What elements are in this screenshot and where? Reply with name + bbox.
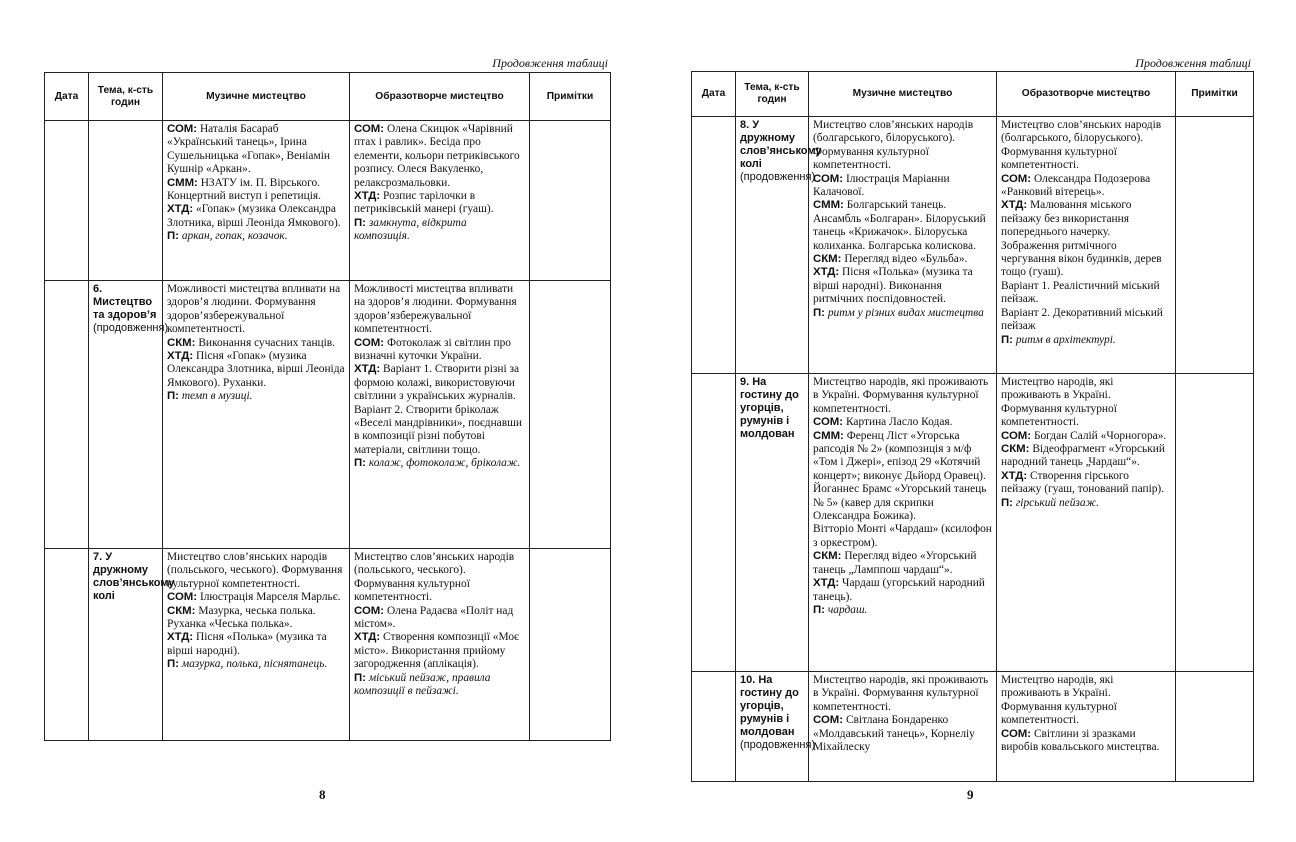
cell-label: ХТД: xyxy=(1001,199,1028,212)
page-number: 9 xyxy=(967,787,974,802)
visual-cell xyxy=(350,281,530,549)
cell-label: ХТД: xyxy=(1001,469,1028,482)
cell-text: Ілюстрація Марселя Марльє. xyxy=(197,591,341,604)
cell-text: Мистецтво слов’янських народів (польського, чеського). Формування культурної компетентності. xyxy=(167,551,343,590)
cell-text: Перегляд відео «Угорський танець „Ламппош чардаш“». xyxy=(813,550,977,576)
table-row xyxy=(45,121,611,281)
cell-term: чардаш. xyxy=(824,603,868,616)
cell-text: Світлини зі зразками виробів ковальського мистецтва. xyxy=(1001,727,1160,754)
cell-label: СОМ: xyxy=(354,336,385,349)
cell-term: мазурка, полька, піснятанець. xyxy=(178,658,328,671)
header-date: Дата xyxy=(692,72,736,117)
cell-text: Можливості мистецтва впливати на здоров’я людини. Формування здоров’язбережувальної компетентності. xyxy=(167,283,341,336)
lesson-plan-table xyxy=(691,71,1254,782)
topic-cell: 6. Мистецтво та здоров’я (продовження) xyxy=(89,281,163,549)
cell-text: Мистецтво слов’янських народів (польського, чеського). Формування культурної компетентності. xyxy=(354,551,515,604)
cell-label: СОМ: xyxy=(813,714,844,727)
cell-label: ХТД: xyxy=(167,203,194,216)
music-cell xyxy=(163,121,350,281)
cell-term: замкнута, відкрита композиція. xyxy=(354,216,467,243)
header-music: Музичне мистецтво xyxy=(809,72,997,117)
cell-text: Розпис тарілочки в петриківській манері (гуаш). xyxy=(354,190,494,216)
cell-text: Перегляд відео «Бульба». xyxy=(841,253,968,266)
header-date: Дата xyxy=(45,73,89,121)
visual-cell xyxy=(997,374,1176,672)
cell-label: СКМ: xyxy=(1001,443,1030,456)
cell-label: ХТД: xyxy=(813,577,840,590)
cell-text: Ференц Ліст «Угорська рапсодія № 2» (композиція з м/ф «Том і Джері», епізод 29 «Котячий концерт»; виконує Дьйорд Оравец). Йоганнес Брамс «Угорський танець № 5» (кавер для скрипки Олександра Божика). xyxy=(813,429,987,523)
cell-text: Відеофрагмент «Угорський народний танець „Чардаш“». xyxy=(1001,443,1165,469)
date-cell xyxy=(692,374,736,672)
visual-cell xyxy=(350,121,530,281)
cell-text: Мистецтво народів, які проживають в Україні. Формування культурної компетентності. xyxy=(1001,376,1117,429)
notes-cell xyxy=(530,549,611,741)
cell-label: П: xyxy=(167,230,179,243)
date-cell xyxy=(45,549,89,741)
topic-cell: 7. У дружному слов’янському колі xyxy=(89,549,163,741)
cell-term: колаж, фотоколаж, бріколаж. xyxy=(365,457,521,470)
music-cell xyxy=(163,281,350,549)
continuation-caption: Продовження таблиці xyxy=(1135,56,1251,70)
notes-cell xyxy=(1176,374,1254,672)
cell-text: Наталія Басараб «Український танець», Ірина Сушельницька «Гопак», Веніамін Кушнір «Аркан». xyxy=(167,123,330,176)
cell-text: Створення гірського пейзажу (гуаш, тонований папір). xyxy=(1001,469,1165,496)
header-topic: Тема, к-сть годин xyxy=(736,72,809,117)
notes-cell xyxy=(530,121,611,281)
cell-text: Вітторіо Монті «Чардаш» (ксилофон з оркестром). xyxy=(813,523,992,549)
cell-text: Фотоколаж зі світлин про визначні куточки України. xyxy=(354,336,511,363)
cell-label: П: xyxy=(167,658,179,671)
music-cell xyxy=(809,374,997,672)
cell-label: СОМ: xyxy=(167,591,198,604)
cell-text: Варіант 1. Створити різні за формою колажі, використовуючи світлини з українських журналів. Варіант 2. Створити бріколаж «Веселі мандрівники», поєднавши в композиції різні побутові матеріали, світлини тощо. xyxy=(354,363,522,456)
cell-text: Варіант 2. Декоративний міський пейзаж xyxy=(1001,306,1163,333)
music-cell xyxy=(809,117,997,374)
cell-label: СММ: xyxy=(813,199,844,212)
cell-label: ХТД: xyxy=(354,363,381,376)
cell-term: міський пейзаж, правила композиції в пейзажі. xyxy=(354,671,491,698)
cell-label: П: xyxy=(1001,333,1013,346)
date-cell xyxy=(692,672,736,782)
cell-label: СКМ: xyxy=(167,336,196,349)
cell-text: Олена Скицюк «Чарівний птах і равлик». Бесіда про елементи, кольори петриківського розпису. Олеся Вакуленко, релаксрозмальовки. xyxy=(354,123,520,189)
cell-text: Олена Радаєва «Політ над містом». xyxy=(354,604,514,631)
header-notes: Примітки xyxy=(530,73,611,121)
cell-label: ХТД: xyxy=(354,190,381,203)
cell-text: Олександра Подозерова «Ранковий вітерець». xyxy=(1001,172,1151,199)
cell-label: П: xyxy=(813,603,825,616)
notes-cell xyxy=(530,281,611,549)
header-topic: Тема, к-сть годин xyxy=(89,73,163,121)
cell-text: Пісня «Полька» (музика та вірші народні). Виконання ритмічних поспідовностей. xyxy=(813,266,973,306)
cell-text: Мистецтво народів, які проживають в Україні. Формування культурної компетентності. xyxy=(813,674,989,713)
cell-text: Богдан Салій «Чорногора». xyxy=(1031,429,1167,442)
cell-text: Пісня «Полька» (музика та вірші народні). xyxy=(167,631,327,657)
cell-text: Створення композиції «Моє місто». Використання прийому загородження (аплікація). xyxy=(354,631,519,671)
header-visual: Образотворче мистецтво xyxy=(350,73,530,121)
cell-text: Ілюстрація Маріанни Калачової. xyxy=(813,172,950,199)
continuation-caption: Продовження таблиці xyxy=(492,56,608,70)
cell-label: СКМ: xyxy=(813,253,842,266)
lesson-plan-table xyxy=(44,72,611,741)
cell-text: Мистецтво народів, які проживають в Україні. Формування культурної компетентності. xyxy=(1001,674,1117,727)
cell-label: СОМ: xyxy=(1001,429,1032,442)
cell-label: П: xyxy=(1001,496,1013,509)
cell-text: НЗАТУ ім. П. Вірського. Концертний виступ і репетиція. xyxy=(167,176,321,203)
visual-cell xyxy=(997,117,1176,374)
music-cell xyxy=(809,672,997,782)
cell-term: ритм в архітектурі. xyxy=(1012,333,1116,346)
cell-text: Мистецтво слов’янських народів (болгарського, білоруського). Формування культурної компетентності. xyxy=(1001,119,1162,172)
cell-label: СКМ: xyxy=(813,550,842,563)
cell-text: Варіант 1. Реалістичний міський пейзаж. xyxy=(1001,279,1160,306)
cell-text: Картина Ласло Кодая. xyxy=(843,416,953,429)
cell-text: Світлана Бондаренко «Молдавський танець», Корнеліу Міхайлеску xyxy=(813,714,975,754)
topic-cell: 9. На гостину до угорців, румунів і молдован xyxy=(736,374,809,672)
cell-label: СОМ: xyxy=(1001,172,1032,185)
date-cell xyxy=(45,281,89,549)
header-music: Музичне мистецтво xyxy=(163,73,350,121)
cell-text: «Гопак» (музика Олександра Злотника, вірші Леоніда Ямкового). xyxy=(167,203,341,229)
page-number: 8 xyxy=(319,787,326,802)
cell-text: Виконання сучасних танців. xyxy=(195,336,336,349)
table-row xyxy=(692,117,1254,374)
cell-text: Можливості мистецтва впливати на здоров’я людини. Формування здоров’язбережувальної компетентності. xyxy=(354,283,517,336)
notes-cell xyxy=(1176,672,1254,782)
notes-cell xyxy=(1176,117,1254,374)
cell-text: Мистецтво слов’янських народів (болгарського, білоруського). Формування культурної компетентності. xyxy=(813,119,974,172)
header-notes: Примітки xyxy=(1176,72,1254,117)
page-right xyxy=(691,0,1253,842)
topic-cell: 10. На гостину до угорців, румунів і молдован (продовження) xyxy=(736,672,809,782)
table-row xyxy=(692,374,1254,672)
cell-label: П: xyxy=(167,390,179,403)
cell-text: Чардаш (угорський народний танець). xyxy=(813,577,985,603)
cell-label: СОМ: xyxy=(354,604,385,617)
cell-label: П: xyxy=(354,457,366,470)
cell-label: ХТД: xyxy=(167,350,194,363)
cell-term: темп в музиці. xyxy=(178,390,253,403)
cell-label: ХТД: xyxy=(167,631,194,644)
cell-text: Мистецтво народів, які проживають в Україні. Формування культурної компетентності. xyxy=(813,376,989,415)
table-row xyxy=(45,549,611,741)
cell-label: ХТД: xyxy=(354,631,381,644)
cell-label: СОМ: xyxy=(1001,727,1032,740)
cell-label: П: xyxy=(354,216,366,229)
cell-label: СОМ: xyxy=(354,123,385,135)
cell-text: Малювання міського пейзажу без використання попереднього начерку. Зображення ритмічного чергування вікон будинків, дерев тощо (гуаш). xyxy=(1001,199,1162,279)
table-row xyxy=(692,672,1254,782)
date-cell xyxy=(45,121,89,281)
date-cell xyxy=(692,117,736,374)
music-cell xyxy=(163,549,350,741)
cell-term: аркан, гопак, козачок. xyxy=(178,230,288,243)
topic-cell: 8. У дружному слов’янському колі (продовження) xyxy=(736,117,809,374)
cell-text: Пісня «Гопак» (музика Олександра Злотника, вірші Леоніда Ямкового). Руханки. xyxy=(167,350,345,389)
visual-cell xyxy=(350,549,530,741)
cell-label: П: xyxy=(354,671,366,684)
cell-label: П: xyxy=(813,306,825,319)
cell-label: СММ: xyxy=(813,429,844,442)
header-visual: Образотворче мистецтво xyxy=(997,72,1176,117)
cell-term: ритм у різних видах мистецтва xyxy=(824,306,984,319)
page-left xyxy=(44,0,610,842)
cell-label: СОМ: xyxy=(813,172,844,185)
cell-label: СОМ: xyxy=(167,123,198,135)
visual-cell xyxy=(997,672,1176,782)
cell-text: Мазурка, чеська полька. Руханка «Чеська полька». xyxy=(167,604,316,631)
table-row xyxy=(45,281,611,549)
cell-label: ХТД: xyxy=(813,266,840,279)
cell-label: СОМ: xyxy=(813,416,844,429)
cell-term: гірський пейзаж. xyxy=(1012,496,1099,509)
cell-label: СММ: xyxy=(167,176,198,189)
topic-cell xyxy=(89,121,163,281)
cell-label: СКМ: xyxy=(167,604,196,617)
cell-text: Болгарський танець. Ансамбль «Болгаран». Білоруський танець «Крижачок». Білоруська колиханка. Болгарська колискова. xyxy=(813,199,986,252)
